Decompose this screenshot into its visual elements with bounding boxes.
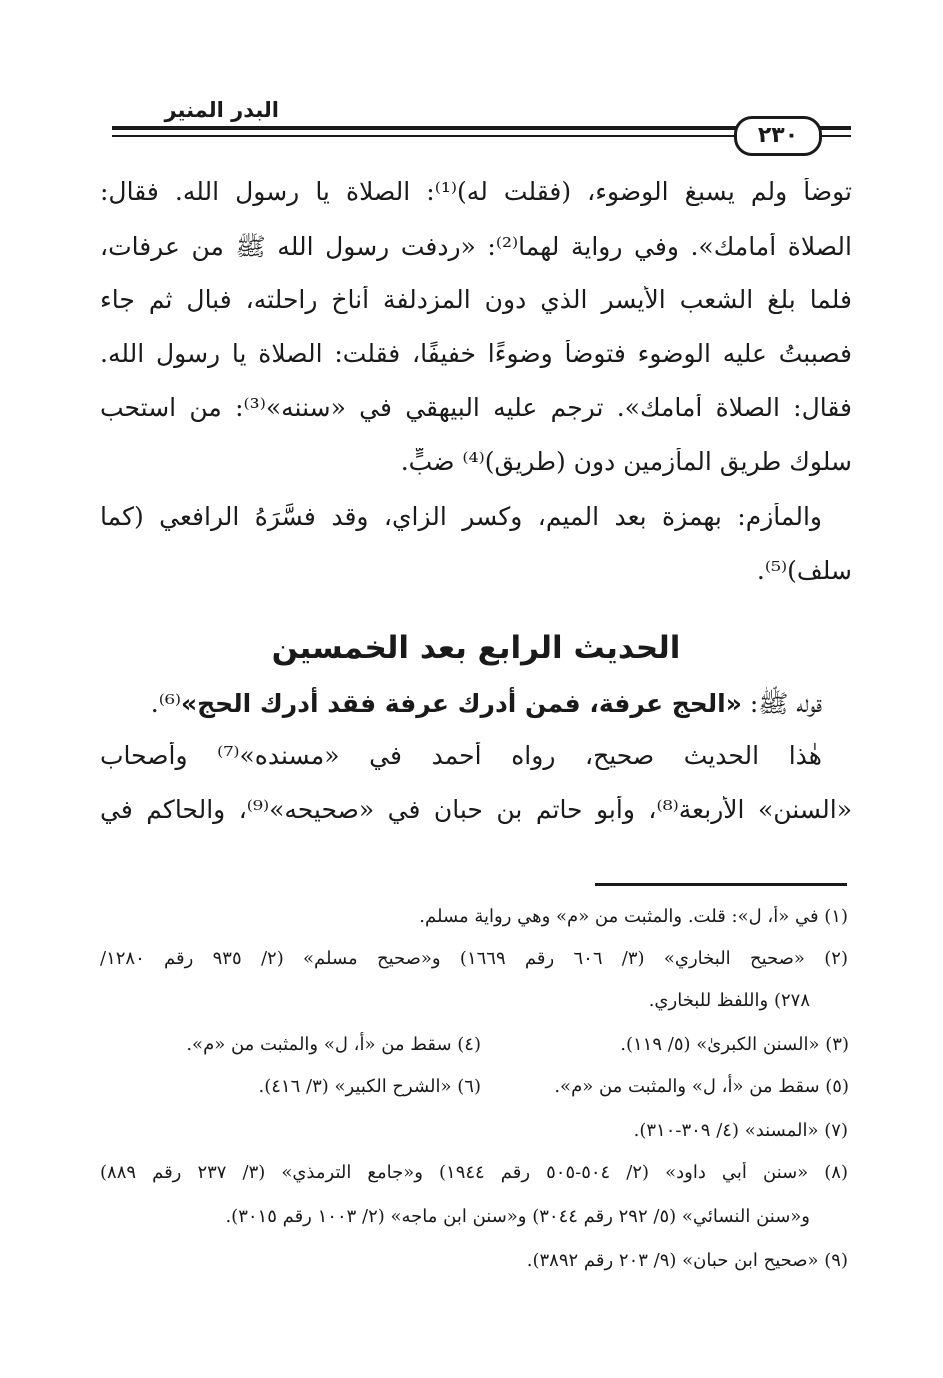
footnote-8b: و«سنن النسائي» (٥/ ٢٩٢ رقم ٣٠٤٤) و«سنن ابن ماجه» (٢/ ١٠٠٣ رقم ٣٠١٥).	[225, 1206, 810, 1227]
body-line-6: سلوك طريق المأزمين دون (طريق)⁽⁴⁾ ضبٍّ.	[400, 448, 852, 476]
footnote-5: (٥) سقط من «أ، ل» والمثبت من «م».	[554, 1076, 849, 1097]
hadith-text: «الحج عرفة، فمن أدرك عرفة فقد أدرك الحج»	[181, 689, 742, 718]
footnote-1: (١) في «أ، ل»: قلت. والمثبت من «م» وهي رواية مسلم.	[419, 906, 848, 927]
hadith-intro: قوله ﷺ:	[749, 689, 822, 718]
body-line-10: «السنن» الأربعة⁽⁸⁾، وأبو حاتم بن حبان في «صحيحه»⁽⁹⁾، والحاكم في	[100, 796, 852, 824]
body-line-8: سلف)⁽⁵⁾.	[756, 557, 852, 585]
section-heading: الحديث الرابع بعد الخمسين	[271, 630, 681, 666]
body-line-7: والمأزم: بهمزة بعد الميم، وكسر الزاي، وقد فسَّرَهُ الرافعي (كما	[100, 503, 822, 531]
hadith-ref: ⁽⁶⁾.	[150, 689, 182, 718]
footnote-7: (٧) «المسند» (٤/ ٣٠٩-٣١٠).	[633, 1120, 848, 1141]
running-title: البدر المنير	[164, 98, 279, 122]
footnote-3: (٣) «السنن الكبرىٰ» (٥/ ١١٩).	[620, 1034, 849, 1055]
footnote-8a: (٨) «سنن أبي داود» (٢/ ٥٠٤-٥٠٥ رقم ١٩٤٤) و«جامع الترمذي» (٣/ ٢٣٧ رقم ٨٨٩)	[100, 1162, 848, 1183]
footnote-4: (٤) سقط من «أ، ل» والمثبت من «م».	[186, 1034, 481, 1055]
footnote-separator	[595, 883, 847, 886]
body-line-4: فصببتُ عليه الوضوء فتوضأ وضوءًا خفيفًا، فقلت: الصلاة يا رسول الله.	[100, 340, 852, 368]
body-line-2: الصلاة أمامك». وفي رواية لهما⁽²⁾: «ردفت رسول الله ﷺ من عرفات،	[100, 233, 852, 261]
footnote-6: (٦) «الشرح الكبير» (٣/ ٤١٦).	[258, 1076, 481, 1097]
body-line-5: فقال: الصلاة أمامك». ترجم عليه البيهقي في «سننه»⁽³⁾: من استحب	[100, 394, 852, 422]
body-line-9: هٰذا الحديث صحيح، رواه أحمد في «مسنده»⁽⁷⁾ وأصحاب	[100, 742, 822, 770]
footnote-2a: (٢) «صحيح البخاري» (٣/ ٦٠٦ رقم ١٦٦٩) و«صحيح مسلم» (٢/ ٩٣٥ رقم ١٢٨٠/	[100, 948, 848, 969]
hadith-line	[100, 688, 852, 725]
page-number: ٢٣٠	[734, 116, 822, 156]
body-line-3: فلما بلغ الشعب الأيسر الذي دون المزدلفة أناخ راحلته، فبال ثم جاء	[100, 286, 852, 314]
body-line-1: توضأ ولم يسبغ الوضوء، (فقلت له)⁽¹⁾: الصلاة يا رسول الله. فقال:	[100, 178, 852, 206]
footnote-9: (٩) «صحيح ابن حبان» (٩/ ٢٠٣ رقم ٣٨٩٢).	[526, 1250, 848, 1271]
footnote-2b: ٢٧٨) واللفظ للبخاري.	[648, 990, 810, 1011]
